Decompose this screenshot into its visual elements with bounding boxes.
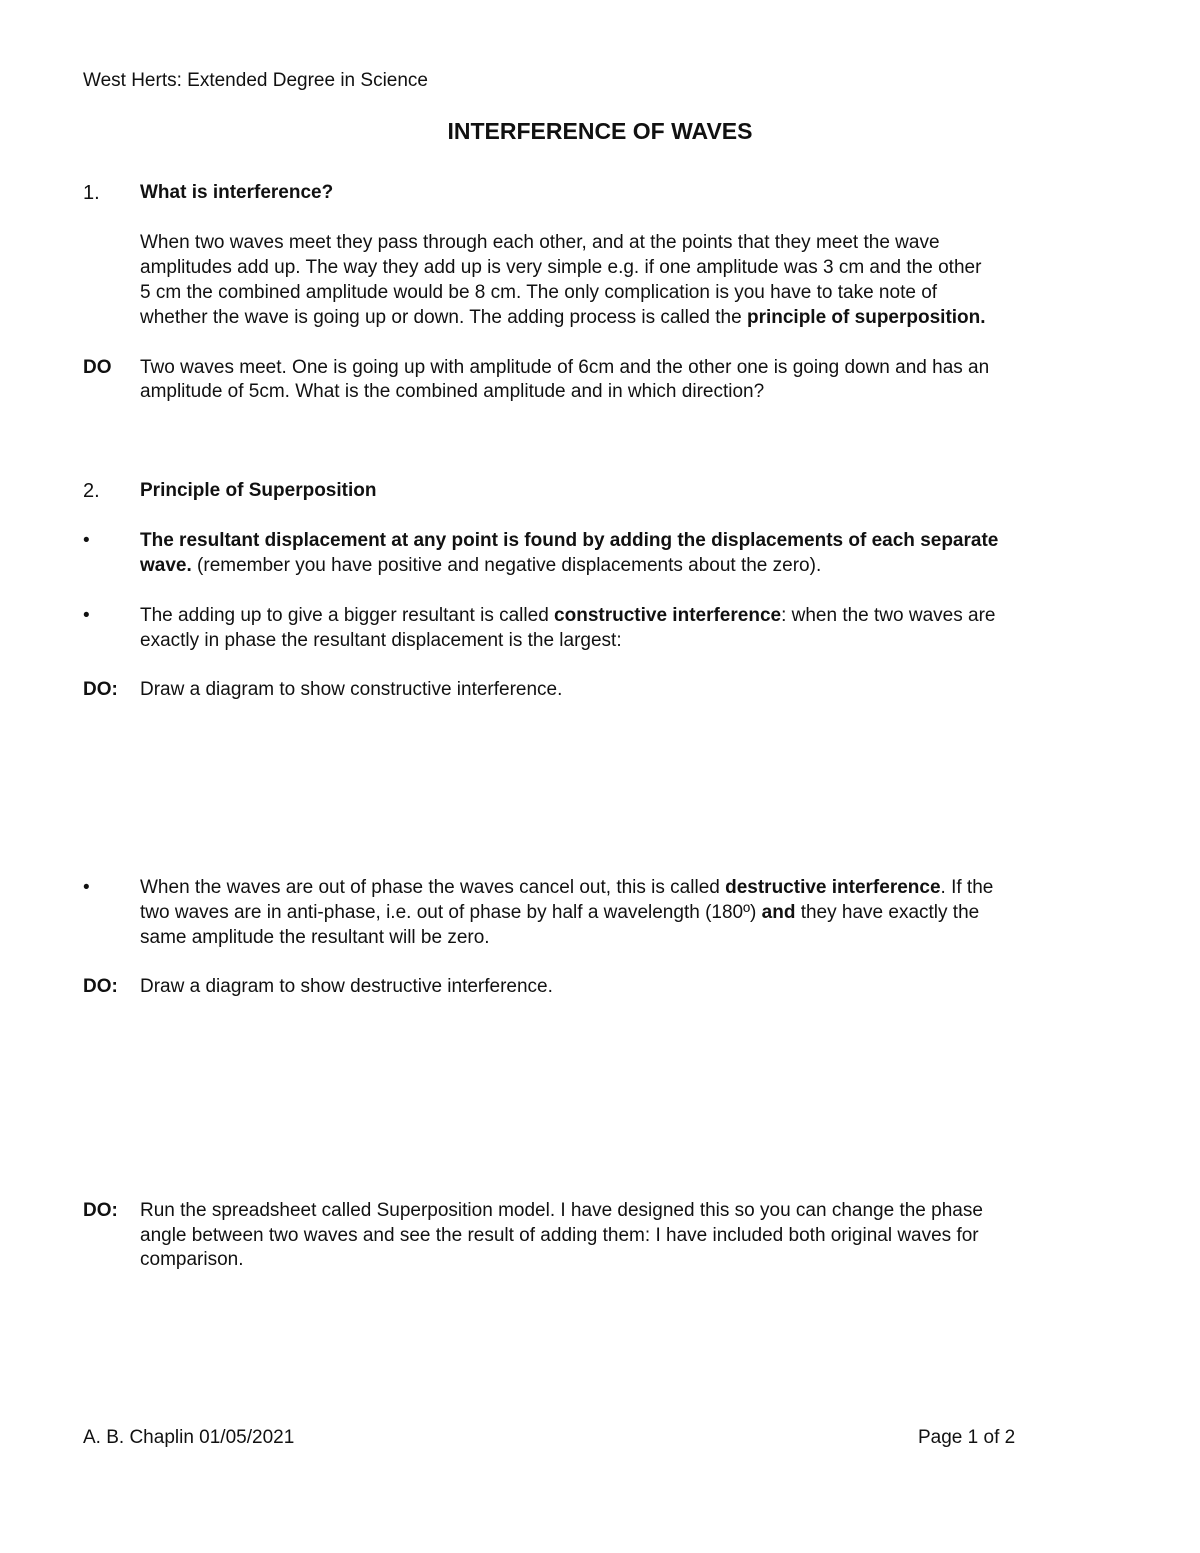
bullet-3-line: same amplitude the resultant will be zero.: [140, 927, 490, 948]
bullet-2-text: The adding up to give a bigger resultant is called: [140, 605, 555, 626]
bullet-3-text: . If the: [940, 877, 994, 898]
section-1-number: 1.: [83, 182, 100, 204]
bullet-symbol: •: [83, 877, 90, 898]
bullet-1-line: [140, 554, 821, 578]
and-term: and: [761, 902, 796, 923]
bullet-3-text: they have exactly the: [795, 902, 980, 923]
do-question-line: amplitude of 5cm. What is the combined amplitude and in which direction?: [140, 381, 765, 402]
section-1-paragraph-line: [140, 306, 986, 330]
do-spreadsheet-line: Run the spreadsheet called Superposition model. I have designed this so you can change the phase: [140, 1200, 983, 1221]
constructive-interference-term: constructive interference: [554, 605, 782, 626]
section-2-heading: Principle of Superposition: [140, 480, 377, 501]
document-header: West Herts: Extended Degree in Science: [83, 70, 428, 91]
bullet-2-line: [140, 604, 995, 628]
do-label: DO:: [83, 1200, 118, 1221]
do-spreadsheet-line: comparison.: [140, 1249, 244, 1270]
bullet-1-text: (remember you have positive and negative displacements about the zero).: [191, 555, 822, 576]
footer-author-date: A. B. Chaplin 01/05/2021: [83, 1427, 295, 1448]
do-constructive-text: Draw a diagram to show constructive interference.: [140, 679, 563, 700]
do-label: DO:: [83, 976, 118, 997]
paragraph-text: whether the wave is going up or down. The adding process is called the: [140, 307, 747, 328]
do-label: DO:: [83, 679, 118, 700]
do-label: DO: [83, 357, 112, 378]
section-1-paragraph-line: amplitudes add up. The way they add up is very simple e.g. if one amplitude was 3 cm and the other: [140, 257, 982, 278]
footer-page-number: Page 1 of 2: [918, 1427, 1016, 1448]
bullet-3-text: When the waves are out of phase the waves cancel out, this is called: [140, 877, 726, 898]
destructive-interference-term: destructive interference: [725, 877, 941, 898]
do-spreadsheet-line: angle between two waves and see the result of adding them: I have included both original waves for: [140, 1225, 979, 1246]
section-1-heading: What is interference?: [140, 182, 334, 203]
principle-of-superposition-term: principle of superposition.: [746, 307, 986, 328]
bullet-symbol: •: [83, 605, 90, 626]
bullet-3-line: [140, 901, 979, 925]
do-question-line: Two waves meet. One is going up with amplitude of 6cm and the other one is going down and has an: [140, 357, 990, 378]
section-1-paragraph-line: 5 cm the combined amplitude would be 8 cm. The only complication is you have to take note of: [140, 282, 938, 303]
bullet-1-line: The resultant displacement at any point is found by adding the displacements of each separate: [140, 530, 999, 551]
section-2-number: 2.: [83, 480, 100, 502]
do-destructive-text: Draw a diagram to show destructive interference.: [140, 976, 553, 997]
section-1-paragraph-line: When two waves meet they pass through each other, and at the points that they meet the wave: [140, 232, 940, 253]
bullet-3-line: [140, 876, 993, 900]
bullet-symbol: •: [83, 530, 90, 551]
wave-term: wave.: [140, 555, 192, 576]
bullet-2-line: exactly in phase the resultant displacement is the largest:: [140, 630, 622, 651]
bullet-2-text: : when the two waves are: [781, 605, 996, 626]
page-title: INTERFERENCE OF WAVES: [447, 118, 753, 144]
bullet-3-text: two waves are in anti-phase, i.e. out of phase by half a wavelength (180º): [140, 902, 762, 923]
